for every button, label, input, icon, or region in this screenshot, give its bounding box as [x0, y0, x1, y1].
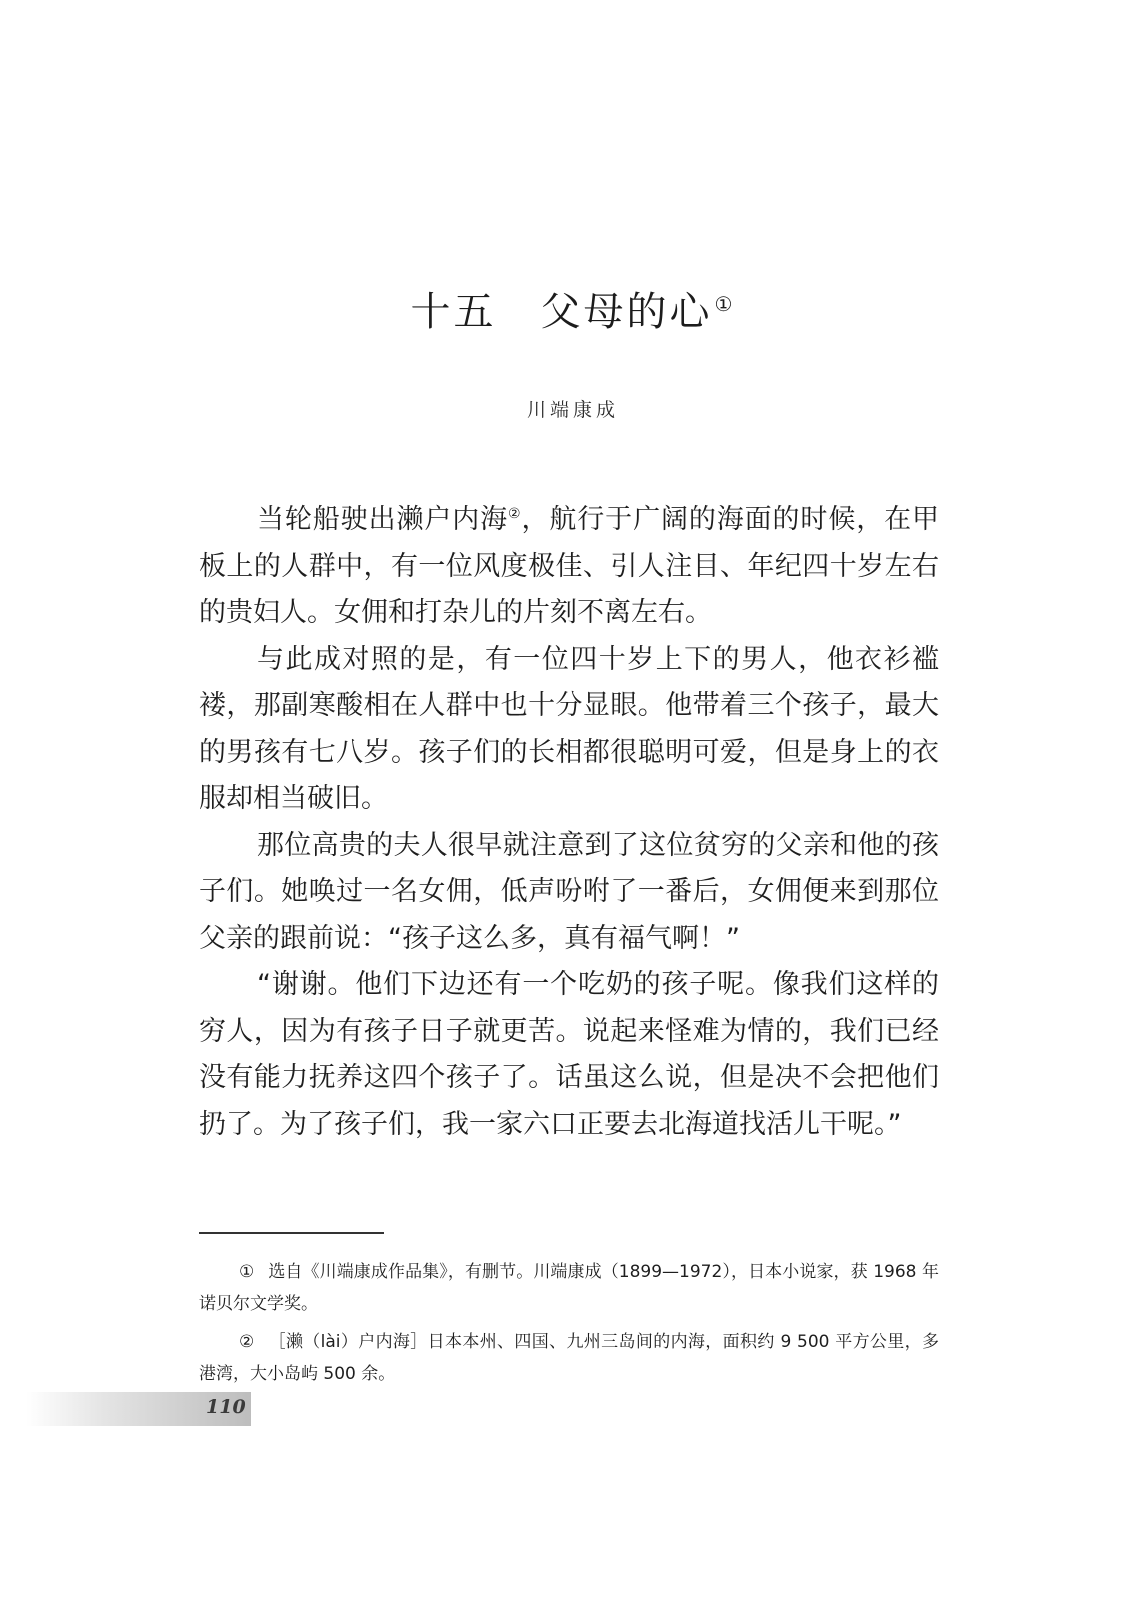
footnote-1-text: 选自《川端康成作品集》，有删节。川端康成（1899—1972），日本小说家，获 1968 年诺贝尔文学奖。 — [199, 1262, 939, 1314]
footnote-1 — [199, 1256, 939, 1320]
paragraph-1-text-cont: ，航行于广阔的海面的时候，在甲板上的人群中，有一位风度极佳、引人注目、年纪四十岁左右的贵妇人。女佣和打杂儿的片刻不离左右。 — [199, 504, 940, 628]
paragraph-1-text: 当轮船驶出濑户内海 — [257, 504, 509, 535]
chapter-title-text: 父母的心 — [540, 289, 713, 335]
footnote-2-text: ［濑（lài）户内海］日本本州、四国、九州三岛间的内海，面积约 9 500 平方公里，多港湾，大小岛屿 500 余。 — [199, 1332, 939, 1384]
chapter-number: 十五 — [410, 289, 497, 335]
author-name: 川端康成 — [526, 399, 619, 421]
body-text — [199, 497, 939, 1148]
chapter-title — [0, 280, 1146, 337]
footnotes — [199, 1256, 939, 1396]
paragraph-1 — [199, 497, 939, 637]
footnote-divider — [199, 1232, 384, 1234]
paragraph-4: “谢谢。他们下边还有一个吃奶的孩子呢。像我们这样的穷人，因为有孩子日子就更苦。说起来怪难为情的，我们已经没有能力抚养这四个孩子了。话虽这么说，但是决不会把他们扔了。为了孩子们，我一家六口正要去北海道找活儿干呢。” — [199, 969, 939, 1140]
paragraph-2: 与此成对照的是，有一位四十岁上下的男人，他衣衫褴褛，那副寒酸相在人群中也十分显眼。他带着三个孩子，最大的男孩有七八岁。孩子们的长相都很聪明可爱，但是身上的衣服却相当破旧。 — [199, 643, 939, 814]
title-footnote-marker: ① — [714, 291, 736, 316]
footnote-2-marker: ② — [239, 1332, 255, 1352]
page-number: 110 — [206, 1396, 246, 1418]
footnote-2 — [199, 1326, 939, 1390]
paragraph-3: 那位高贵的夫人很早就注意到了这位贫穷的父亲和他的孩子们。她唤过一名女佣，低声吩咐了一番后，女佣便来到那位父亲的跟前说：“孩子这么多，真有福气啊！” — [199, 829, 939, 954]
footnote-1-marker: ① — [239, 1262, 255, 1282]
inline-footnote-marker: ② — [508, 506, 522, 522]
